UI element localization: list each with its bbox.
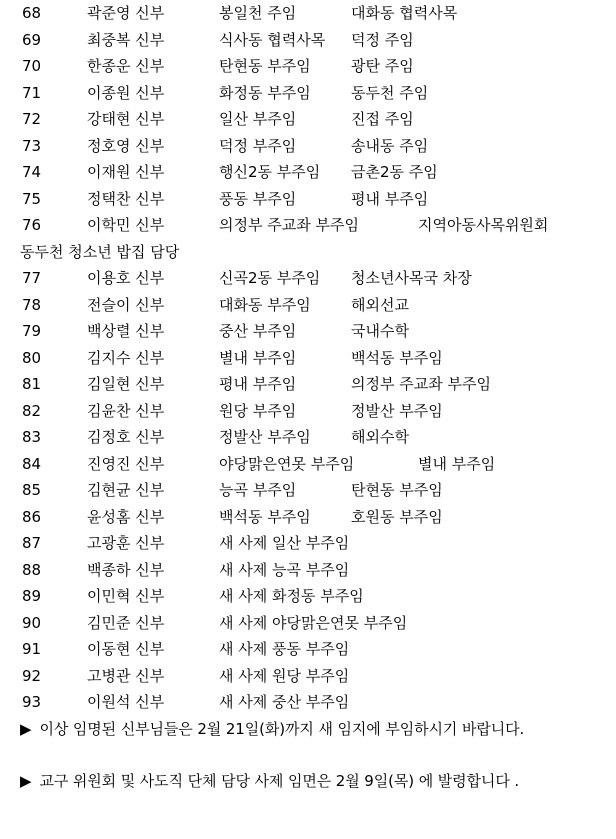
- priest-name: 진영진 신부: [87, 454, 165, 473]
- appointment-number: 93: [22, 693, 42, 711]
- appointment-row: [0, 106, 616, 133]
- appointment-row: [0, 477, 616, 504]
- current-post: 봉일천 주임: [219, 4, 297, 22]
- priest-name: 최중복 신부: [87, 30, 165, 49]
- current-post: 야당맑은연못 부주임: [219, 454, 355, 473]
- current-post: 새 사제 화정동 부주임: [219, 587, 364, 605]
- notice-line: [0, 768, 616, 795]
- appointment-number: 78: [22, 295, 42, 314]
- appointment-row: [0, 265, 616, 292]
- appointment-number: 89: [22, 587, 42, 605]
- appointment-list: [0, 265, 616, 716]
- priest-name: 김윤찬 신부: [87, 401, 165, 420]
- appointment-row: [0, 0, 616, 27]
- appointment-row: [0, 292, 616, 319]
- current-post: 식사동 협력사목: [219, 30, 326, 49]
- new-post: 진접 주임: [351, 110, 414, 128]
- current-post: 별내 부주임: [219, 348, 297, 367]
- appointment-number: 91: [22, 640, 42, 658]
- new-post: 호원동 부주임: [351, 507, 443, 526]
- appointment-number: 79: [22, 322, 42, 340]
- appointment-row: [0, 557, 616, 584]
- current-post: 풍동 부주임: [219, 189, 297, 208]
- new-post: 해외수학: [351, 428, 409, 446]
- current-post: 신곡2동 부주임: [219, 269, 321, 287]
- priest-name: 이종원 신부: [87, 83, 165, 102]
- appointment-row: [0, 186, 616, 213]
- new-post: 덕정 주임: [351, 30, 414, 49]
- notice-text: 교구 위원회 및 사도직 단체 담당 사제 임면은 2월 9일(목) 에 발령합니다 .: [39, 772, 520, 790]
- priest-name: 고병관 신부: [87, 666, 165, 685]
- appointment-number: 71: [22, 83, 42, 102]
- appointment-number: 73: [22, 136, 42, 155]
- priest-name: 정호영 신부: [87, 136, 165, 155]
- priest-name: 윤성홈 신부: [87, 507, 165, 526]
- appointment-number: 76: [22, 216, 42, 234]
- current-post: 평내 부주임: [219, 375, 297, 393]
- priest-name: 이재원 신부: [87, 163, 165, 181]
- current-post: 백석동 부주임: [219, 507, 311, 526]
- priest-name: 이용호 신부: [87, 269, 165, 287]
- priest-name: 이학민 신부: [87, 216, 165, 234]
- new-post: 광탄 주임: [351, 57, 414, 75]
- new-post: 정발산 부주임: [351, 401, 443, 420]
- priest-name: 정택찬 신부: [87, 189, 165, 208]
- appointment-row: [0, 159, 616, 186]
- appointment-number: 75: [22, 189, 42, 208]
- priest-name: 전슬이 신부: [87, 295, 165, 314]
- priest-name: 백상렬 신부: [87, 322, 165, 340]
- current-post: 의정부 주교좌 부주임: [219, 216, 359, 234]
- priest-name: 백종하 신부: [87, 560, 165, 579]
- appointment-row: [0, 133, 616, 160]
- appointment-row: [0, 689, 616, 716]
- appointment-number: 74: [22, 163, 42, 181]
- appointment-row: [0, 345, 616, 372]
- priest-name: 곽준영 신부: [87, 4, 165, 22]
- appointment-list: [0, 0, 616, 239]
- current-post: 원당 부주임: [219, 401, 297, 420]
- appointment-number: 82: [22, 401, 42, 420]
- appointment-row: [0, 371, 616, 398]
- new-post: 해외선교: [351, 295, 409, 314]
- current-post: 일산 부주임: [219, 110, 297, 128]
- appointment-number: 90: [22, 613, 42, 632]
- priest-name: 고광훈 신부: [87, 534, 165, 552]
- new-post: 지역아동사목위원회: [418, 216, 549, 234]
- current-post: 새 사제 중산 부주임: [219, 693, 350, 711]
- current-post: 새 사제 야당맑은연못 부주임: [219, 613, 408, 632]
- priest-name: 김일현 신부: [87, 375, 165, 393]
- priest-name: 이동현 신부: [87, 640, 165, 658]
- current-post: 정발산 부주임: [219, 428, 311, 446]
- current-post: 새 사제 풍동 부주임: [219, 640, 350, 658]
- spacer: [0, 742, 616, 768]
- current-post: 중산 부주임: [219, 322, 297, 340]
- triangle-bullet-icon: ▶: [20, 772, 32, 790]
- current-post: 새 사제 일산 부주임: [219, 534, 350, 552]
- priest-name: 김현균 신부: [87, 481, 165, 499]
- appointment-row: [0, 636, 616, 663]
- appointment-row: [0, 53, 616, 80]
- priest-name: 김지수 신부: [87, 348, 165, 367]
- appointment-row: [0, 530, 616, 557]
- new-post: 금촌2동 주임: [351, 163, 438, 181]
- appointment-row: [0, 424, 616, 451]
- current-post: 탄현동 부주임: [219, 57, 311, 75]
- appointment-number: 88: [22, 560, 42, 579]
- current-post: 새 사제 원당 부주임: [219, 666, 350, 685]
- new-post: 백석동 부주임: [351, 348, 443, 367]
- appointment-row: [0, 583, 616, 610]
- appointment-number: 77: [22, 269, 42, 287]
- new-post: 송내동 주임: [351, 136, 429, 155]
- new-post: 평내 부주임: [351, 189, 429, 208]
- appointment-row: [0, 663, 616, 690]
- current-post: 대화동 부주임: [219, 295, 311, 314]
- current-post: 새 사제 능곡 부주임: [219, 560, 350, 579]
- new-post: 국내수학: [351, 322, 409, 340]
- appointment-row: [0, 610, 616, 637]
- continuation-line: 동두천 청소년 밥집 담당: [20, 242, 180, 261]
- new-post: 탄현동 부주임: [351, 481, 443, 499]
- appointment-row: [0, 451, 616, 478]
- appointment-number: 70: [22, 57, 42, 75]
- priest-name: 이원석 신부: [87, 693, 165, 711]
- appointment-row: [0, 398, 616, 425]
- appointment-number: 68: [22, 4, 42, 22]
- current-post: 화정동 부주임: [219, 83, 311, 102]
- appointment-number: 72: [22, 110, 42, 128]
- current-post: 능곡 부주임: [219, 481, 297, 499]
- priest-name: 김정호 신부: [87, 428, 165, 446]
- new-post: 동두천 주임: [351, 83, 429, 102]
- appointment-row: [0, 504, 616, 531]
- appointment-number: 83: [22, 428, 42, 446]
- appointment-number: 92: [22, 666, 42, 685]
- appointment-number: 84: [22, 454, 42, 473]
- priest-name: 이민혁 신부: [87, 587, 165, 605]
- appointment-row: [0, 318, 616, 345]
- priest-name: 김민준 신부: [87, 613, 165, 632]
- appointment-number: 69: [22, 30, 42, 49]
- new-post: 청소년사목국 차장: [351, 269, 472, 287]
- triangle-bullet-icon: ▶: [20, 719, 32, 738]
- current-post: 행신2동 부주임: [219, 163, 321, 181]
- notice-text: 이상 임명된 신부님들은 2월 21일(화)까지 새 임지에 부임하시기 바랍니다.: [39, 719, 525, 738]
- priest-name: 한종운 신부: [87, 57, 165, 75]
- appointment-row: [0, 80, 616, 107]
- appointment-number: 81: [22, 375, 42, 393]
- appointment-number: 87: [22, 534, 42, 552]
- new-post: 의정부 주교좌 부주임: [351, 375, 491, 393]
- current-post: 덕정 부주임: [219, 136, 297, 155]
- appointment-row: [0, 212, 616, 239]
- new-post: 대화동 협력사목: [351, 4, 458, 22]
- appointment-row: [0, 27, 616, 54]
- new-post: 별내 부주임: [418, 454, 496, 473]
- appointment-number: 86: [22, 507, 42, 526]
- appointment-number: 85: [22, 481, 42, 499]
- priest-name: 강태현 신부: [87, 110, 165, 128]
- notice-line: [0, 716, 616, 743]
- appointment-number: 80: [22, 348, 42, 367]
